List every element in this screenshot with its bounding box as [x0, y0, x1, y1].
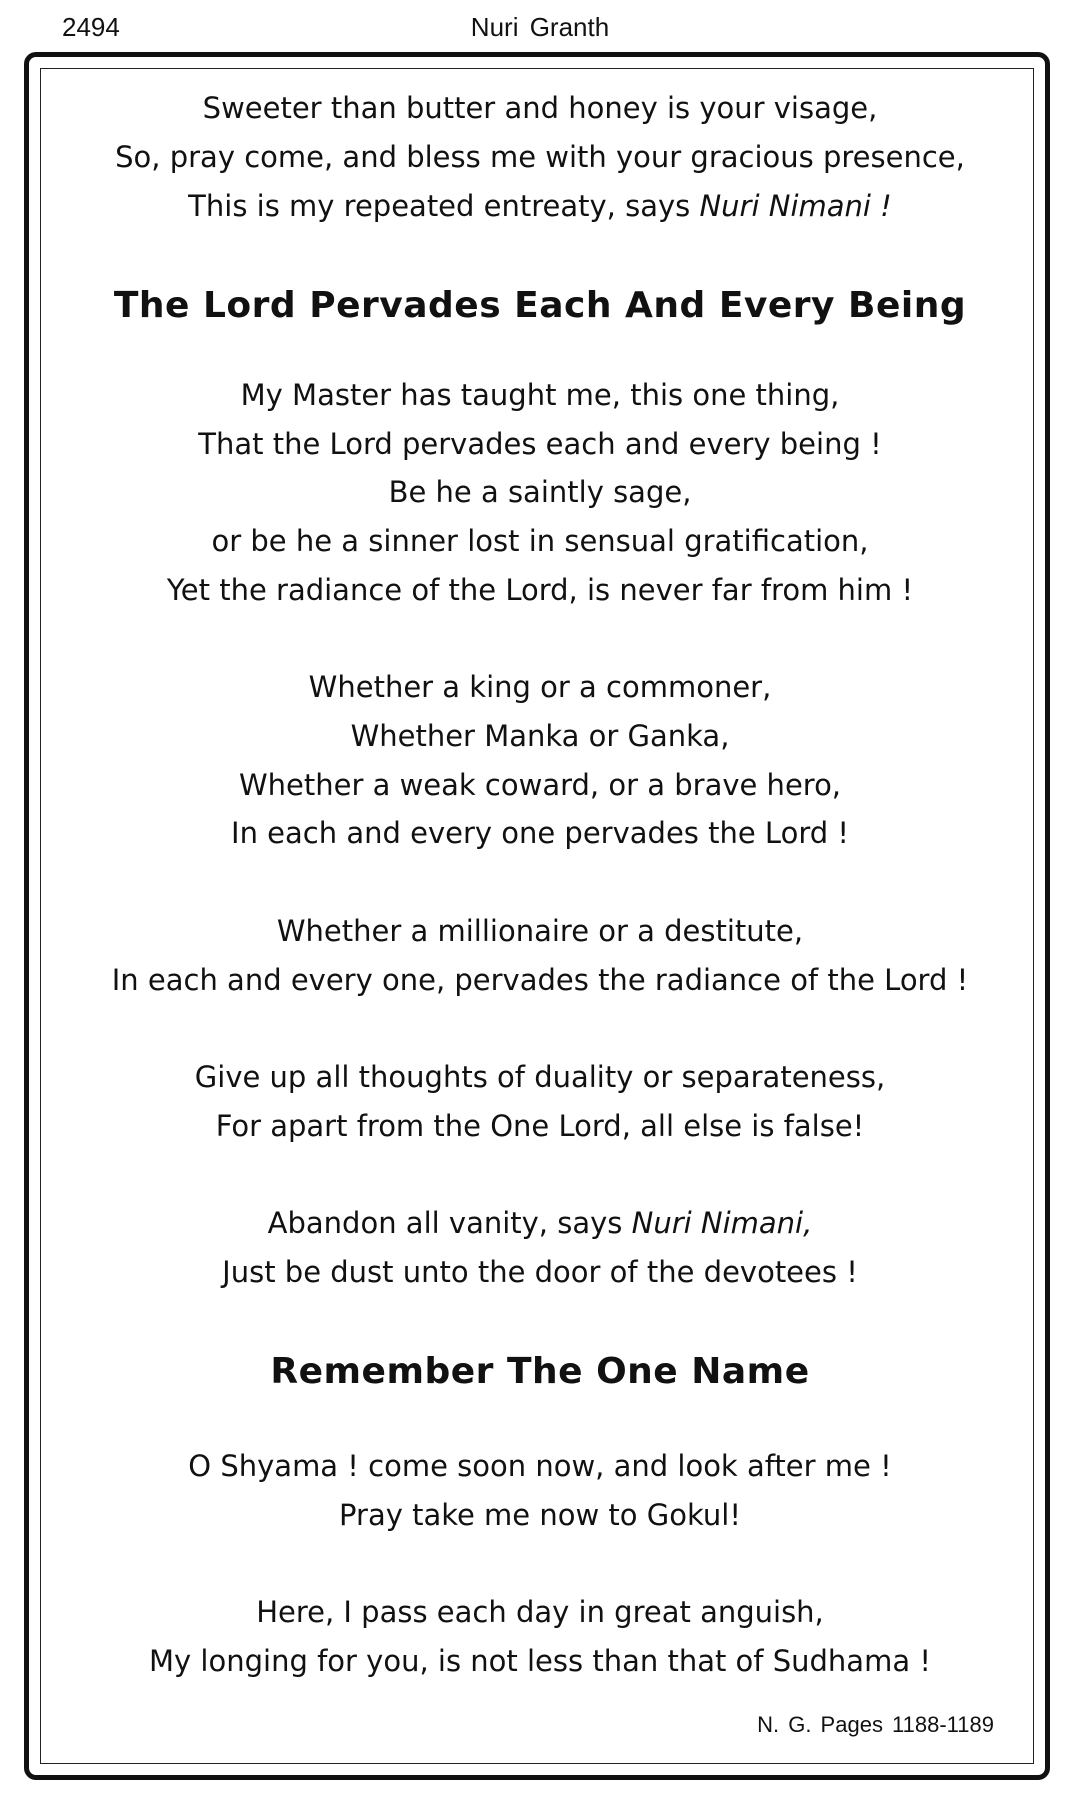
verse-line: Sweeter than butter and honey is your visage, — [202, 91, 878, 125]
verse-line: Pray take me now to Gokul! — [339, 1498, 741, 1532]
verse-line: Be he a saintly sage, — [388, 475, 692, 509]
verse-line: Whether a millionaire or a destitute, — [276, 914, 804, 948]
section-heading: The Lord Pervades Each And Every Being — [113, 285, 967, 326]
verse-line: Whether a weak coward, or a brave hero, — [238, 768, 842, 802]
verse-line: O Shyama ! come soon now, and look after me ! — [188, 1449, 892, 1483]
verse-line: Yet the radiance of the Lord, is never far from him ! — [166, 573, 914, 607]
section-heading: Remember The One Name — [270, 1351, 810, 1392]
verse-line: Whether Manka or Ganka, — [350, 719, 730, 753]
verse-line: This is my repeated entreaty, says Nuri Nimani ! — [188, 189, 892, 223]
verse-line: My longing for you, is not less than that of Sudhama ! — [149, 1644, 931, 1678]
verse-line: or be he a sinner lost in sensual gratification, — [211, 524, 869, 558]
poet-name: Nuri Nimani ! — [699, 189, 892, 223]
verse-line: In each and every one, pervades the radiance of the Lord ! — [111, 963, 969, 997]
verse-line: Give up all thoughts of duality or separateness, — [194, 1060, 886, 1094]
verse-line: In each and every one pervades the Lord ! — [231, 816, 849, 850]
page-number: 2494 — [62, 12, 120, 42]
verse-line: Whether a king or a commoner, — [308, 670, 772, 704]
verse-line: Abandon all vanity, says Nuri Nimani, — [267, 1206, 813, 1240]
verse-line: My Master has taught me, this one thing, — [240, 378, 840, 412]
verse-line: Here, I pass each day in great anguish, — [256, 1595, 824, 1629]
verse-line: So, pray come, and bless me with your gracious presence, — [115, 140, 965, 174]
verse-line: For apart from the One Lord, all else is false! — [215, 1109, 865, 1143]
verse-line: That the Lord pervades each and every being ! — [198, 427, 882, 461]
source-reference: N. G. Pages 1188-1189 — [757, 1712, 994, 1737]
poet-name: Nuri Nimani, — [631, 1206, 813, 1240]
verse-line: Just be dust unto the door of the devotees ! — [222, 1255, 858, 1289]
book-title: Nuri Granth — [470, 12, 610, 42]
